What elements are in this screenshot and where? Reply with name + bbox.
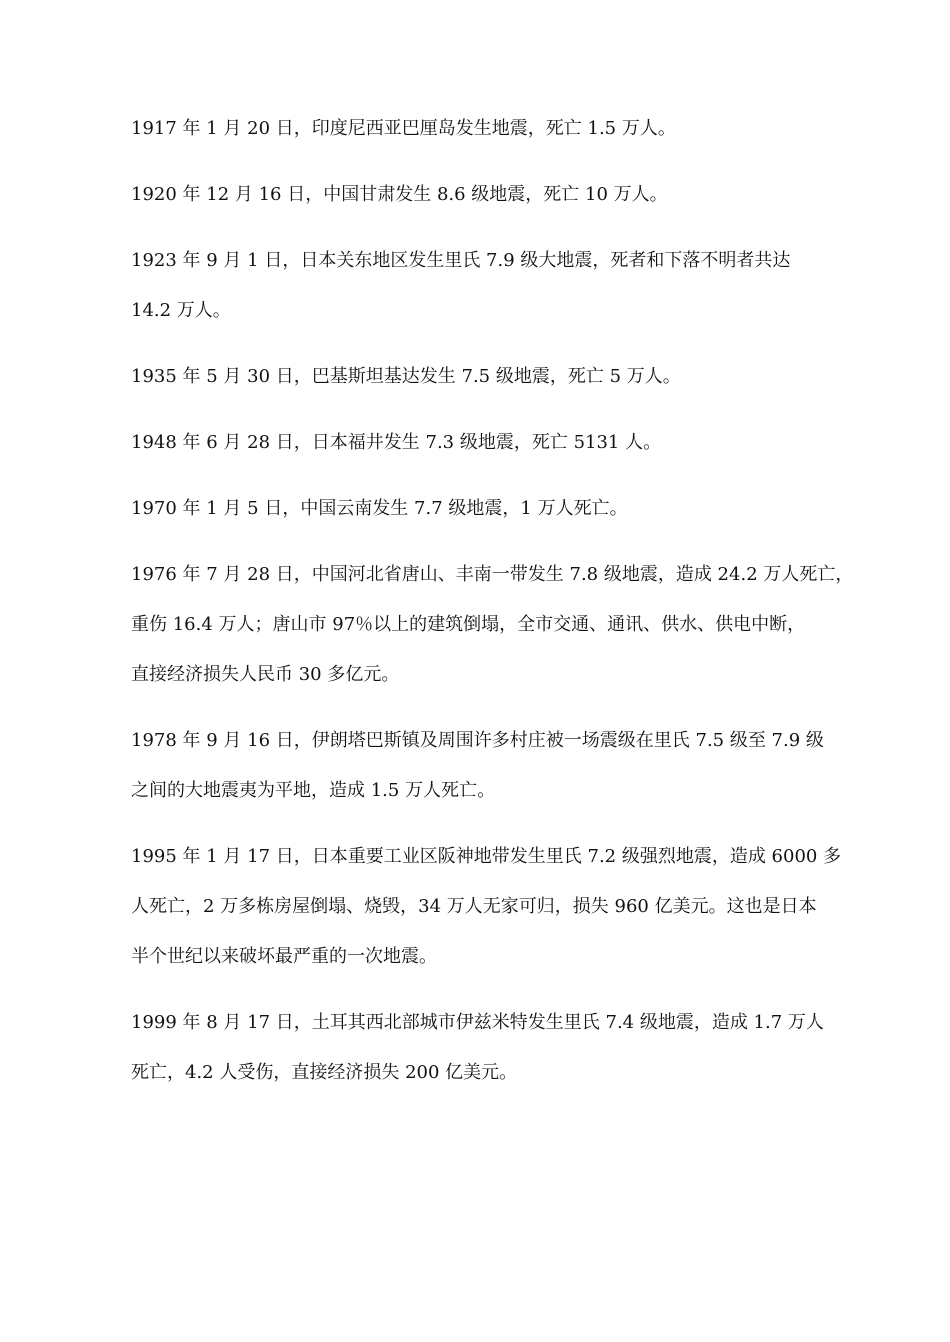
entry-text-line: 1935 年 5 月 30 日，巴基斯坦基达发生 7.5 级地震，死亡 5 万人。 <box>131 366 681 387</box>
entry-1917 <box>131 104 836 154</box>
entry-text-line: 1978 年 9 月 16 日，伊朗塔巴斯镇及周围许多村庄被一场震级在里氏 7.5 级至 7.9 级 <box>131 730 824 751</box>
entry-text-line: 1995 年 1 月 17 日，日本重要工业区阪神地带发生里氏 7.2 级强烈地震，造成 6000 多 <box>131 846 842 867</box>
entry-1978 <box>131 716 836 816</box>
entry-text-line: 之间的大地震夷为平地，造成 1.5 万人死亡。 <box>131 780 496 801</box>
entry-text-line: 1917 年 1 月 20 日，印度尼西亚巴厘岛发生地震，死亡 1.5 万人。 <box>131 118 676 139</box>
entry-text-line: 1970 年 1 月 5 日，中国云南发生 7.7 级地震，1 万人死亡。 <box>131 498 628 519</box>
entry-1923 <box>131 236 836 336</box>
entry-1999 <box>131 998 836 1098</box>
entry-text-line: 人死亡，2 万多栋房屋倒塌、烧毁，34 万人无家可归，损失 960 亿美元。这也是日本 <box>131 896 817 917</box>
entry-1948 <box>131 418 836 468</box>
entry-text-line: 1976 年 7 月 28 日，中国河北省唐山、丰南一带发生 7.8 级地震，造成 24.2 万人死亡， <box>131 564 854 585</box>
entry-1935 <box>131 352 836 402</box>
entry-1920 <box>131 170 836 220</box>
entry-text-line: 1999 年 8 月 17 日，土耳其西北部城市伊兹米特发生里氏 7.4 级地震，造成 1.7 万人 <box>131 1012 824 1033</box>
entry-text-line: 14.2 万人。 <box>131 300 231 321</box>
entry-text-line: 1948 年 6 月 28 日，日本福井发生 7.3 级地震，死亡 5131 人。 <box>131 432 662 453</box>
entry-text-line: 重伤 16.4 万人；唐山市 97％以上的建筑倒塌，全市交通、通讯、供水、供电中断， <box>131 614 806 635</box>
entry-1976 <box>131 550 854 700</box>
entry-text-line: 半个世纪以来破坏最严重的一次地震。 <box>131 946 437 967</box>
document-body <box>131 104 854 1098</box>
entry-text-line: 1923 年 9 月 1 日，日本关东地区发生里氏 7.9 级大地震，死者和下落不明者共达 <box>131 250 791 271</box>
entry-text-line: 1920 年 12 月 16 日，中国甘肃发生 8.6 级地震，死亡 10 万人。 <box>131 184 668 205</box>
entry-1970 <box>131 484 836 534</box>
entry-text-line: 直接经济损失人民币 30 多亿元。 <box>131 664 400 685</box>
entry-text-line: 死亡，4.2 人受伤，直接经济损失 200 亿美元。 <box>131 1062 518 1083</box>
entry-1995 <box>131 832 842 982</box>
